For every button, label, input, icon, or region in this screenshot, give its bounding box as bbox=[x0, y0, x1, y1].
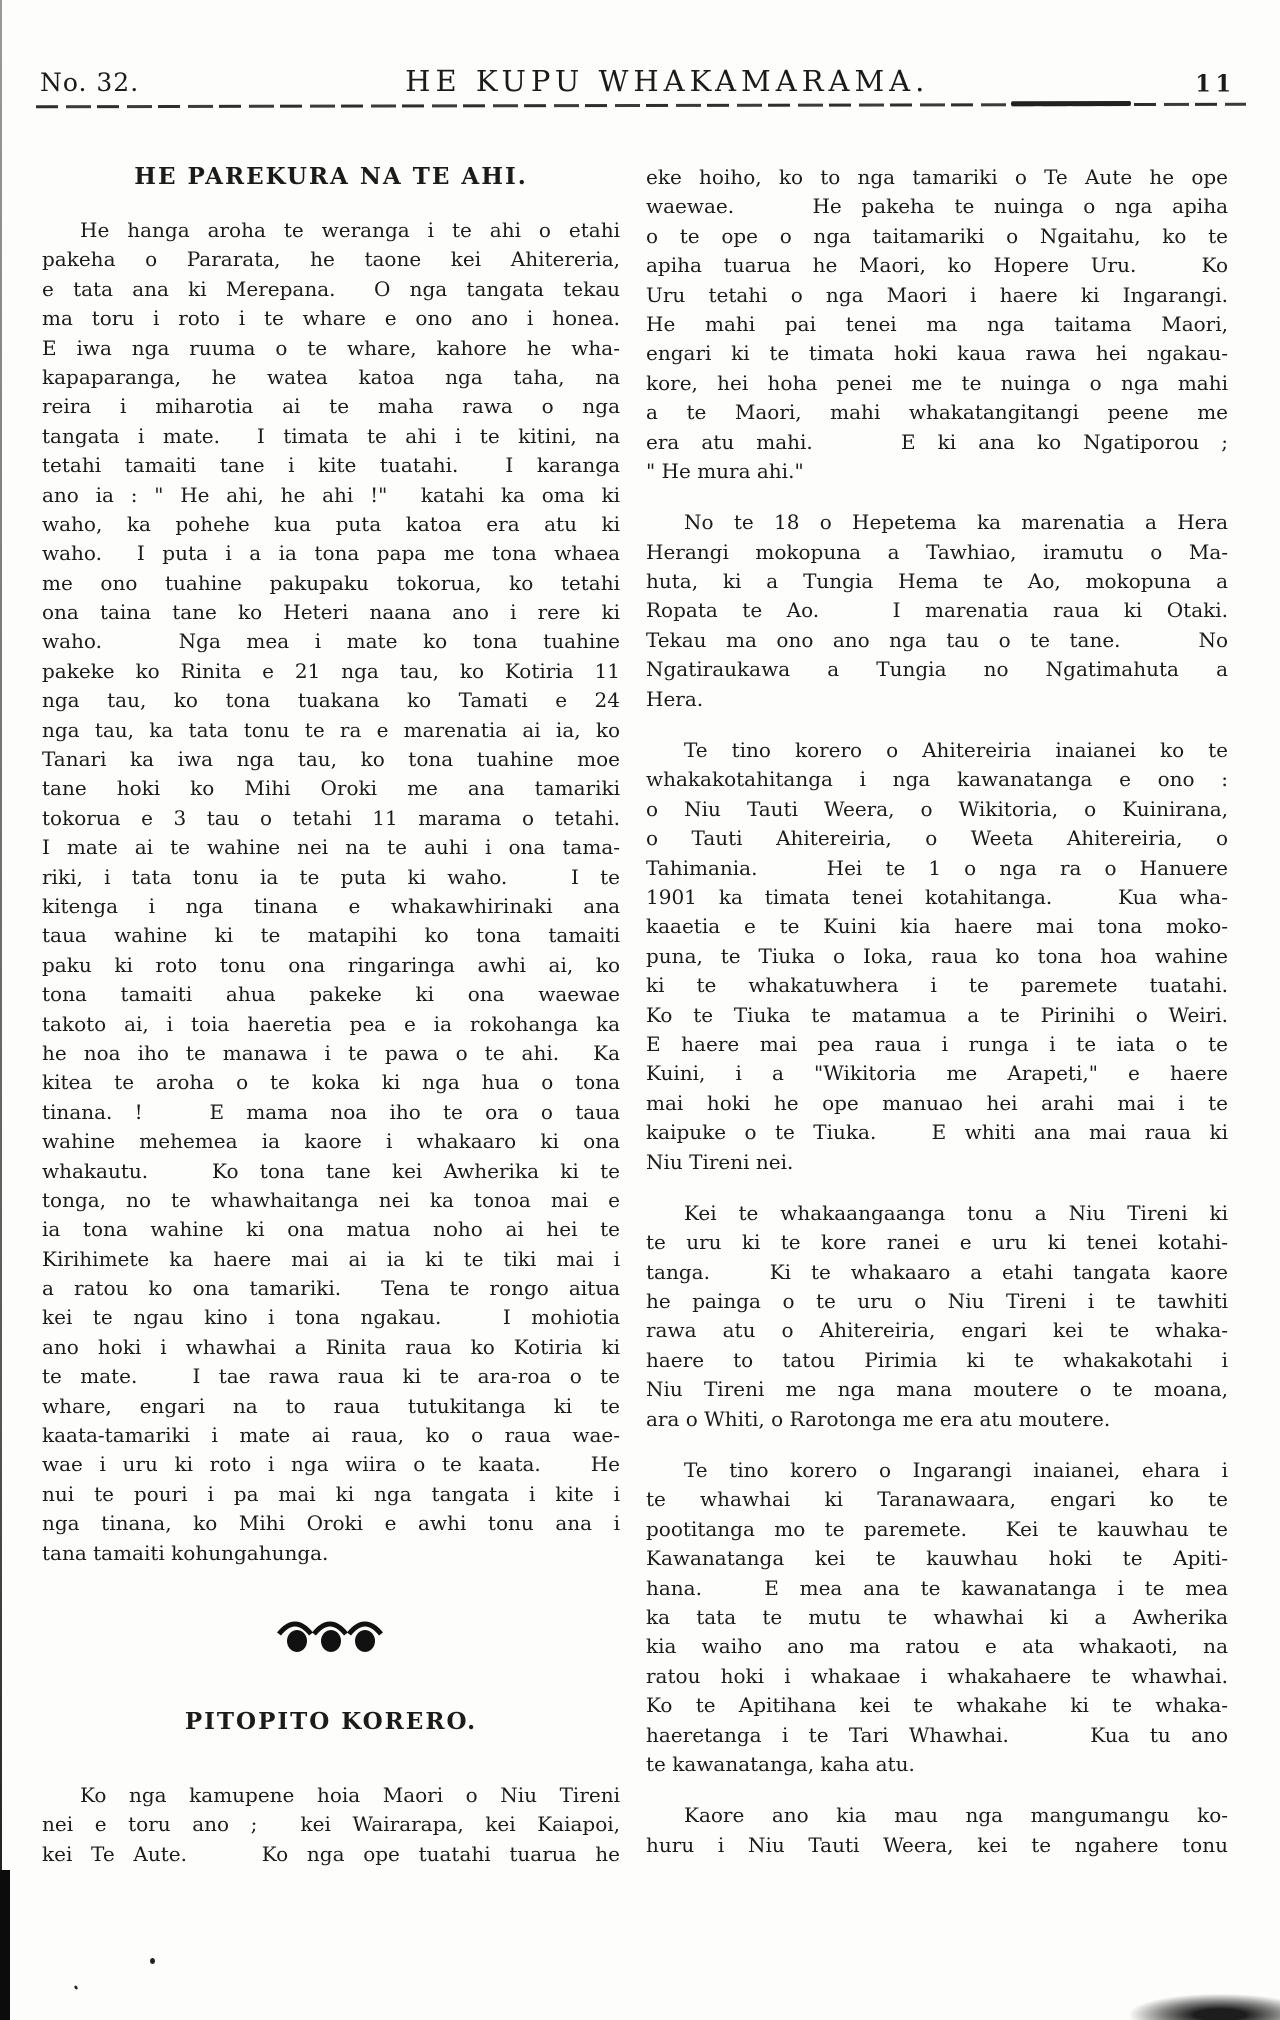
text-line: he painga o te uru o Niu Tireni i te tawhiti bbox=[646, 1289, 1228, 1314]
left-column bbox=[42, 127, 620, 1869]
text-line: tonga, no te whawhaitanga nei ka tonoa mai e bbox=[42, 1187, 620, 1212]
text-line: I mate ai te wahine nei na te auhi i ona tama- bbox=[42, 835, 620, 860]
text-line: riki, i tata tonu ia te puta ki waho. I te bbox=[42, 864, 620, 889]
text-line: tokorua e 3 tau o tetahi 11 marama o tetahi. bbox=[42, 805, 620, 830]
text-line: ia tona wahine ki ona matua noho ai hei te bbox=[42, 1217, 620, 1242]
paragraph bbox=[646, 1801, 1228, 1860]
text-line: a ratou ko ona tamariki. Tena te rongo aitua bbox=[42, 1276, 620, 1301]
text-line: kapaparanga, he watea katoa nga taha, na bbox=[42, 364, 620, 389]
text-line: hana. E mea ana te kawanatanga i te mea bbox=[646, 1575, 1228, 1600]
text-line: taua wahine ki te matapihi ko tona tamaiti bbox=[42, 923, 620, 948]
scan-edge-line bbox=[0, 0, 2, 2020]
text-line: rawa atu o Ahitereiria, engari kei te whaka- bbox=[646, 1318, 1228, 1343]
text-line: pakeha o Pararata, he taone kei Ahitereria, bbox=[42, 247, 620, 272]
text-line: ratou hoki i whakaae i whakahaere te whawhai. bbox=[646, 1663, 1228, 1688]
text-line: era atu mahi. E ki ana ko Ngatiporou ; bbox=[646, 429, 1228, 454]
text-line: tinana. ! E mama noa iho te ora o taua bbox=[42, 1099, 620, 1124]
text-line: Herangi mokopuna a Tawhiao, iramutu o Ma- bbox=[646, 539, 1228, 564]
text-line: ona taina tane ko Heteri naana ano i rere ki bbox=[42, 600, 620, 625]
text-line: apiha tuarua he Maori, ko Hopere Uru. Ko bbox=[646, 253, 1228, 278]
issue-number: No. 32. bbox=[40, 68, 140, 97]
text-line: Tekau ma ono ano nga tau o te tane. No bbox=[646, 627, 1228, 652]
text-line: te whawhai ki Taranawaara, engari ko te bbox=[646, 1487, 1228, 1512]
text-line: Hera. bbox=[646, 686, 704, 711]
text-line: te uru ki te kore ranei e uru ki tenei kotahi- bbox=[646, 1230, 1228, 1255]
text-line: ano ia : " He ahi, he ahi !" katahi ka oma ki bbox=[42, 482, 620, 507]
text-line: Tanari ka iwa nga tau, ko tona tuahine moe bbox=[42, 747, 620, 772]
text-line: nga tau, ka tata tonu te ra e marenatia ai ia, ko bbox=[42, 717, 620, 742]
text-line: e tata ana ki Merepana. O nga tangata tekau bbox=[42, 276, 620, 301]
news-item bbox=[42, 1781, 620, 1869]
text-line: o te ope o nga taitamariki o Ngaitahu, ko te bbox=[646, 223, 1228, 248]
text-line: puna, te Tiuka o Ioka, raua ko tona hoa wahine bbox=[646, 943, 1228, 968]
text-line: waho. Nga mea i mate ko tona tuahine bbox=[42, 629, 620, 654]
two-column-body bbox=[0, 107, 1280, 1869]
text-line: mai hoki he ope manuao hei arahi mai i te bbox=[646, 1090, 1228, 1115]
text-line: haeretanga i te Tari Whawhai. Kua tu ano bbox=[646, 1722, 1228, 1747]
text-line: takoto ai, i toia haeretia pea e ia rokohanga ka bbox=[42, 1011, 620, 1036]
text-line: o Niu Tauti Weera, o Wikitoria, o Kuinirana, bbox=[646, 796, 1228, 821]
text-line: waho, ka pohehe kua puta katoa era atu ki bbox=[42, 511, 620, 536]
text-line: 1901 ka timata tenei kotahitanga. Kua wha- bbox=[646, 884, 1228, 909]
text-line: te kawanatanga, kaha atu. bbox=[646, 1751, 915, 1776]
text-line: tanga. Ki te whakaaro a etahi tangata kaore bbox=[646, 1259, 1228, 1284]
text-line: tetahi tamaiti tane i kite tuatahi. I karanga bbox=[42, 453, 620, 478]
text-line: kaipuke o te Tiuka. E whiti ana mai raua ki bbox=[646, 1120, 1228, 1145]
paragraph bbox=[646, 736, 1228, 1177]
page-number: 11 bbox=[1195, 70, 1236, 98]
text-line: kitenga i nga tinana e whakawhirinaki ana bbox=[42, 893, 620, 918]
text-line: tana tamaiti kohungahunga. bbox=[42, 1540, 329, 1565]
text-line: ki te whakatuwhera i te paremete tuatahi. bbox=[646, 973, 1228, 998]
text-line: Ko nga kamupene hoia Maori o Niu Tireni bbox=[80, 1782, 620, 1807]
paragraph bbox=[646, 1456, 1228, 1779]
text-line: Te tino korero o Ahitereiria inaianei ko te bbox=[684, 738, 1228, 763]
text-line: Ngatiraukawa a Tungia no Ngatimahuta a bbox=[646, 657, 1228, 682]
text-line: kaaetia e te Kuini kia haere mai tona moko- bbox=[646, 914, 1228, 939]
text-line: kitea te aroha o te koka ki nga hua o tona bbox=[42, 1070, 620, 1095]
paragraph bbox=[646, 163, 1228, 486]
text-line: Ropata te Ao. I marenatia raua ki Otaki. bbox=[646, 598, 1228, 623]
text-line: ara o Whiti, o Rarotonga me era atu moutere. bbox=[646, 1406, 1111, 1431]
masthead-title: HE KUPU WHAKAMARAMA. bbox=[405, 64, 930, 98]
text-line: E iwa nga ruuma o te whare, kahore he wha- bbox=[42, 335, 620, 360]
text-line: Tahimania. Hei te 1 o nga ra o Hanuere bbox=[646, 855, 1228, 880]
text-line: tangata i mate. I timata te ahi i te kitini, na bbox=[42, 423, 620, 448]
text-line: Kuini, i a "Wikitoria me Arapeti," e haere bbox=[646, 1061, 1228, 1086]
text-line: He mahi pai tenei ma nga taitama Maori, bbox=[646, 311, 1228, 336]
text-line: Kirihimete ka haere mai ai ia ki te tiki mai i bbox=[42, 1246, 620, 1271]
text-line: Te tino korero o Ingarangi inaianei, ehara i bbox=[684, 1458, 1228, 1483]
text-line: pakeke ko Rinita e 21 nga tau, ko Kotiria 11 bbox=[42, 658, 620, 683]
text-line: Kei te whakaangaanga tonu a Niu Tireni ki bbox=[684, 1200, 1228, 1225]
text-line: kore, hei hoha penei me te nuinga o nga mahi bbox=[646, 370, 1228, 395]
text-line: Kaore ano kia mau nga mangumangu ko- bbox=[684, 1803, 1228, 1828]
ink-speck bbox=[74, 1985, 79, 1990]
text-line: " He mura ahi." bbox=[646, 458, 804, 483]
text-line: Niu Tireni me nga mana moutere o te moana, bbox=[646, 1377, 1228, 1402]
text-line: engari ki te timata hoki kaua rawa hei ngakau- bbox=[646, 341, 1228, 366]
text-line: wae i uru ki roto i nga wiira o te kaata. He bbox=[42, 1452, 620, 1477]
text-line: waewae. He pakeha te nuinga o nga apiha bbox=[646, 194, 1228, 219]
section-heading: PITOPITO KORERO. bbox=[184, 1707, 478, 1735]
text-line: ano hoki i whawhai a Rinita raua ko Kotiria ki bbox=[42, 1334, 620, 1359]
text-line: waho. I puta i a ia tona papa me tona whaea bbox=[42, 541, 620, 566]
text-line: te mate. I tae rawa raua ki te ara-roa o te bbox=[42, 1364, 620, 1389]
text-line: nei e toru ano ; kei Wairarapa, kei Kaiapoi, bbox=[42, 1812, 620, 1837]
right-column-paragraphs bbox=[646, 163, 1228, 1860]
text-line: tane hoki ko Mihi Oroki me ana tamariki bbox=[42, 776, 620, 801]
scan-smudge bbox=[1130, 1994, 1280, 2020]
text-line: Kawanatanga kei te kauwhau hoki te Apiti- bbox=[646, 1546, 1228, 1571]
page-header bbox=[0, 0, 1280, 98]
text-line: ma toru i roto i te whare e ono ano i honea. bbox=[42, 306, 620, 331]
rule-ink-blotch bbox=[1011, 101, 1131, 106]
text-line: reira i miharotia ai te maha rawa o nga bbox=[42, 394, 620, 419]
paragraph bbox=[646, 1199, 1228, 1434]
text-line: pootitanga mo te paremete. Kei te kauwhau te bbox=[646, 1516, 1228, 1541]
text-line: me ono tuahine pakupaku tokorua, ko tetahi bbox=[42, 570, 620, 595]
text-line: E haere mai pea raua i runga i te iata o te bbox=[646, 1031, 1228, 1056]
text-line: huru i Niu Tauti Weera, kei te ngahere tonu bbox=[646, 1832, 1228, 1857]
text-line: ka tata te mutu te whawhai ki a Awherika bbox=[646, 1604, 1228, 1629]
article-heading: HE PAREKURA NA TE AHI. bbox=[134, 163, 528, 190]
text-line: paku ki roto tonu ona ringaringa awhi ai, ko bbox=[42, 952, 620, 977]
text-line: whakautu. Ko tona tane kei Awherika ki te bbox=[42, 1158, 620, 1183]
text-line: wahine mehemea ia kaore i whakaaro ki ona bbox=[42, 1129, 620, 1154]
article-body bbox=[42, 216, 620, 1568]
scan-edge-bar bbox=[0, 1870, 10, 2020]
text-line: kei Te Aute. Ko nga ope tuatahi tuarua he bbox=[42, 1841, 620, 1866]
text-line: he noa iho te manawa i te pawa o te ahi. Ka bbox=[42, 1040, 620, 1065]
text-line: Uru tetahi o nga Maori i haere ki Ingarangi. bbox=[646, 282, 1228, 307]
right-column bbox=[646, 127, 1228, 1869]
text-line: kaata-tamariki i mate ai raua, ko o raua wae- bbox=[42, 1423, 620, 1448]
text-line: nui te pouri i pa mai ki nga tangata i kite i bbox=[42, 1481, 620, 1506]
text-line: No te 18 o Hepetema ka marenatia a Hera bbox=[684, 510, 1228, 535]
ink-speck bbox=[150, 1958, 155, 1964]
text-line: Ko te Tiuka te matamua a te Pirinihi o Weiri. bbox=[646, 1002, 1228, 1027]
text-line: Niu Tireni nei. bbox=[646, 1149, 794, 1174]
text-line: nga tinana, ko Mihi Oroki e awhi tonu ana i bbox=[42, 1511, 620, 1536]
text-line: haere to tatou Pirimia ki te whakakotahi i bbox=[646, 1347, 1228, 1372]
text-line: a te Maori, mahi whakatangitangi peene me bbox=[646, 400, 1228, 425]
paragraph bbox=[646, 508, 1228, 714]
text-line: Ko te Apitihana kei te whakahe ki te whaka- bbox=[646, 1693, 1228, 1718]
text-line: He hanga aroha te weranga i te ahi o etahi bbox=[80, 218, 620, 242]
text-line: eke hoiho, ko to nga tamariki o Te Aute he ope bbox=[646, 165, 1228, 189]
text-line: whakakotahitanga i nga kawanatanga e ono : bbox=[646, 767, 1228, 792]
text-line: nga tau, ko tona tuakana ko Tamati e 24 bbox=[42, 688, 620, 713]
section-divider-ornament bbox=[276, 1618, 386, 1652]
text-line: kia waiho ano ma ratou e ata whakaoti, na bbox=[646, 1634, 1228, 1659]
text-line: o Tauti Ahitereiria, o Weeta Ahitereiria, o bbox=[646, 826, 1228, 851]
text-line: whare, engari na to raua tutukitanga ki te bbox=[42, 1393, 620, 1418]
text-line: tona tamaiti ahua pakeke ki ona waewae bbox=[42, 982, 620, 1007]
text-line: huta, ki a Tungia Hema te Ao, mokopuna a bbox=[646, 569, 1228, 594]
text-line: kei te ngau kino i tona ngakau. I mohiotia bbox=[42, 1305, 620, 1330]
